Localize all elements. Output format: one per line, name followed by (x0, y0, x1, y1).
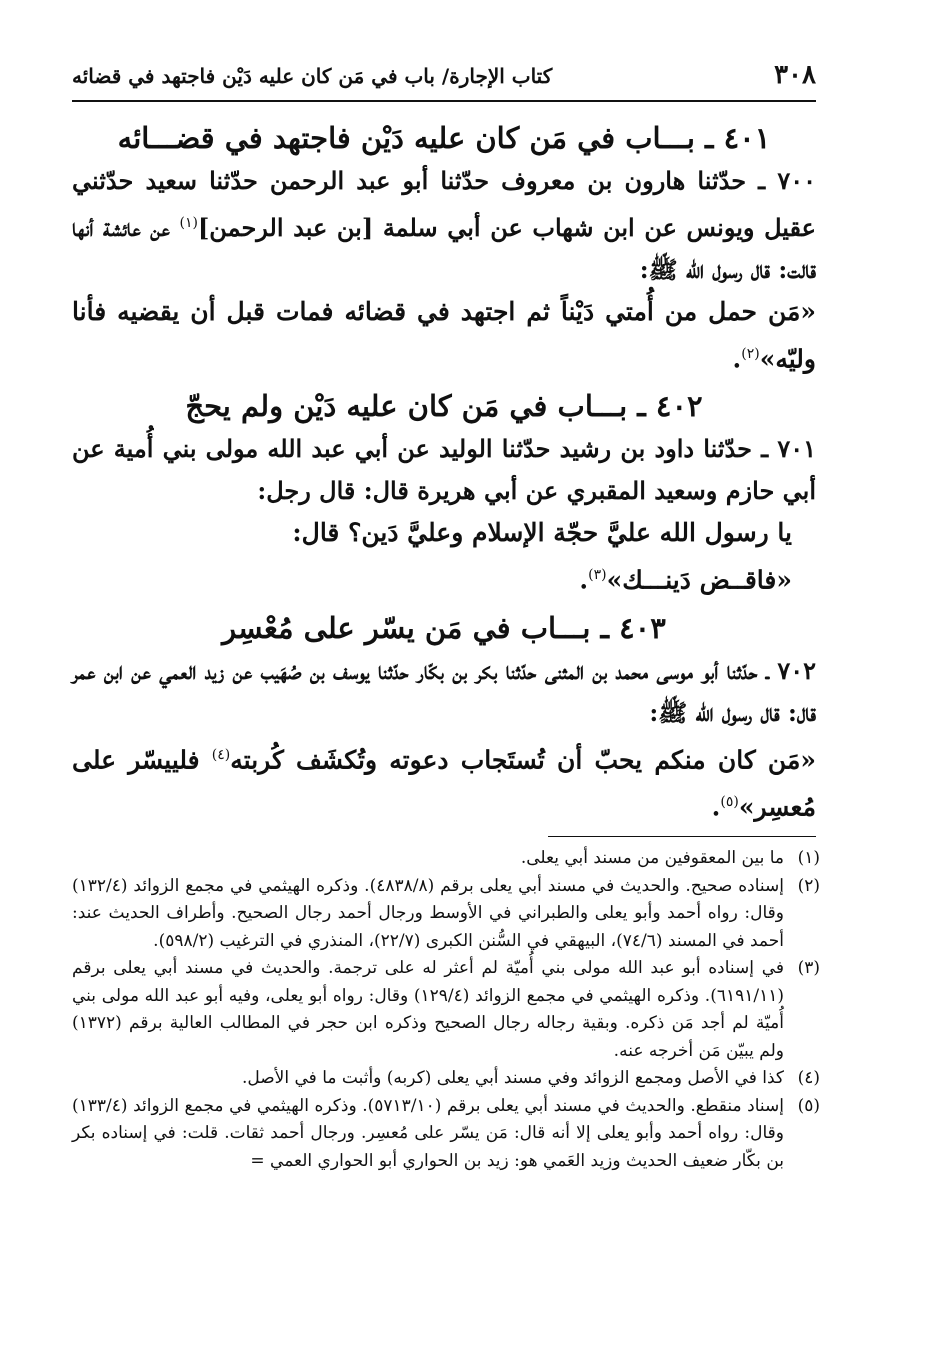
footnote-text: ما بين المعقوفين من مسند أبي يعلى. (520, 848, 784, 868)
footnote-5 (72, 1093, 820, 1176)
footnote-1 (72, 845, 820, 873)
footnote-number: (١) (797, 848, 820, 868)
hadith-702-matn (72, 734, 816, 829)
hadith-700-matn (72, 291, 816, 380)
footnote-text: إسناده صحيح. والحديث في مسند أبي يعلى برقم (٤٨٣٨/٨). وذكره الهيثمي في مجمع الزوائد (١٣٢/٤) وقال: رواه أحمد وأبو يعلى والطبراني في الأوسط ورجال أحمد رجال الصحيح. وأطراف الحديث عند: أحمد في المسند (٧٤/٦)، البيهقي في السُّنن الكبرى (٢٢/٧)، المنذري في الترغيب (٥٩٨/٢). (72, 875, 784, 951)
main-text (72, 112, 816, 828)
running-title: كتاب الإجارة/ باب في مَن كان عليه دَيْن فاجتهد في قضائه (72, 64, 553, 88)
page-header (72, 60, 816, 102)
hadith-700-quote: «مَن حمل من أُمتي دَيْناً ثم اجتهد في قضائه فمات قبل أن يقضيه فأنا وليّه» (72, 297, 816, 374)
footnote-3 (72, 955, 820, 1065)
footnote-ref-2[interactable]: (٢) (741, 346, 760, 362)
hadith-701-question: يا رسول الله عليَّ حجّة الإسلام وعليَّ دَين؟ قال: (292, 518, 792, 548)
footnote-number: (٤) (797, 1068, 820, 1088)
hadith-701-matn (72, 554, 816, 601)
footnote-text: كذا في الأصل ومجمع الزوائد وفي مسند أبي يعلى (كربه) وأثبت ما في الأصل. (241, 1068, 784, 1088)
hadith-700-text-tail: عن عائشة أنها قالت: قال رسول الله ﷺ: (72, 213, 816, 284)
footnotes (72, 845, 820, 1175)
hadith-700-text: ٧٠٠ ـ حدّثنا هارون بن معروف حدّثنا أبو عبد الرحمن حدّثنا سعيد حدّثني عقيل ويونس عن ابن شهاب عن أبي سلمة [بن عبد الرحمن] (72, 166, 816, 242)
chapter-title-403: ٤٠٣ ـ بـــاب في مَن يسّر على مُعْسِر (222, 610, 666, 645)
footnote-text: في إسناده أبو عبد الله مولى بني أُميّة لم أعثر له على ترجمة. والحديث في مسند أبي يعلى برقم (٦١٩١/١١). وذكره الهيثمي في مجمع الزوائد (١٢٩/٤) وقال: رواه أبو يعلى، وفيه أبو عبد الله مولى بني أُميّة لم أجد مَن ذكره. وبقية رجاله رجال الصحيح وذكره ابن حجر في المطالب العالية برقم (١٣٧٢) ولم يبيّن مَن أخرجه عنه. (72, 958, 784, 1061)
hadith-701-quote: «فاقــض دَينـــك» (606, 565, 792, 595)
hadith-700-quote-end: . (732, 344, 742, 374)
footnote-number: (٢) (797, 875, 820, 896)
hadith-702-quote: «مَن كان منكم يحبّ أن تُستَجاب دعوته وتُكشَف كُربته (230, 744, 816, 774)
page-number: ٣٠٨ (774, 60, 816, 90)
hadith-702-quote-end: . (711, 792, 721, 822)
footnote-number: (٥) (797, 1095, 820, 1116)
footnote-ref-1[interactable]: (١) (179, 215, 198, 231)
footnote-4 (72, 1065, 820, 1093)
footnote-2 (72, 873, 820, 956)
hadith-701-quote-end: . (579, 565, 589, 595)
chapter-title-402: ٤٠٢ ـ بـــاب في مَن كان عليه دَيْن ولم يحجّ (185, 389, 703, 424)
chapter-title-401: ٤٠١ ـ بـــاب في مَن كان عليه دَيْن فاجتهد في قضـــائه (117, 121, 771, 155)
hadith-700-isnad (72, 160, 816, 291)
footnote-number: (٣) (797, 958, 820, 978)
footnote-ref-3[interactable]: (٣) (588, 567, 607, 584)
footnote-text: إسناد منقطع. والحديث في مسند أبي يعلى برقم (٥٧١٣/١٠). وذكره الهيثمي في مجمع الزوائد (١٣٣/٤) وقال: رواه أحمد وأبو يعلى إلا أنه قال: مَن يسّر على مُعسِر. ورجال أحمد ثقات. قلت: في إسناده بكر بن بكّار ضعيف الحديث وزيد العَمي هو: زيد بن الحواري أبو الحواري العمي = (72, 1095, 784, 1171)
hadith-701-isnad: ٧٠١ ـ حدّثنا داود بن رشيد حدّثنا الوليد عن أبي عبد الله مولى بني أُمية عن أبي حازم وسعيد المقبري عن أبي هريرة قال: قال رجل: (72, 434, 816, 506)
footnote-divider (548, 836, 816, 837)
hadith-702-quote-tail: فلييسّر على مُعسِر» (72, 744, 816, 822)
footnote-ref-5[interactable]: (٥) (720, 793, 739, 810)
footnote-ref-4[interactable]: (٤) (211, 746, 231, 763)
hadith-702-isnad: ٧٠٢ ـ حدّثنا أبو موسى محمد بن المثنى حدّثنا بكر بن بكّار حدّثنا يوسف بن صُهَيب عن زيد العمي عن ابن عمر قال: قال رسول الله ﷺ: (72, 655, 816, 727)
